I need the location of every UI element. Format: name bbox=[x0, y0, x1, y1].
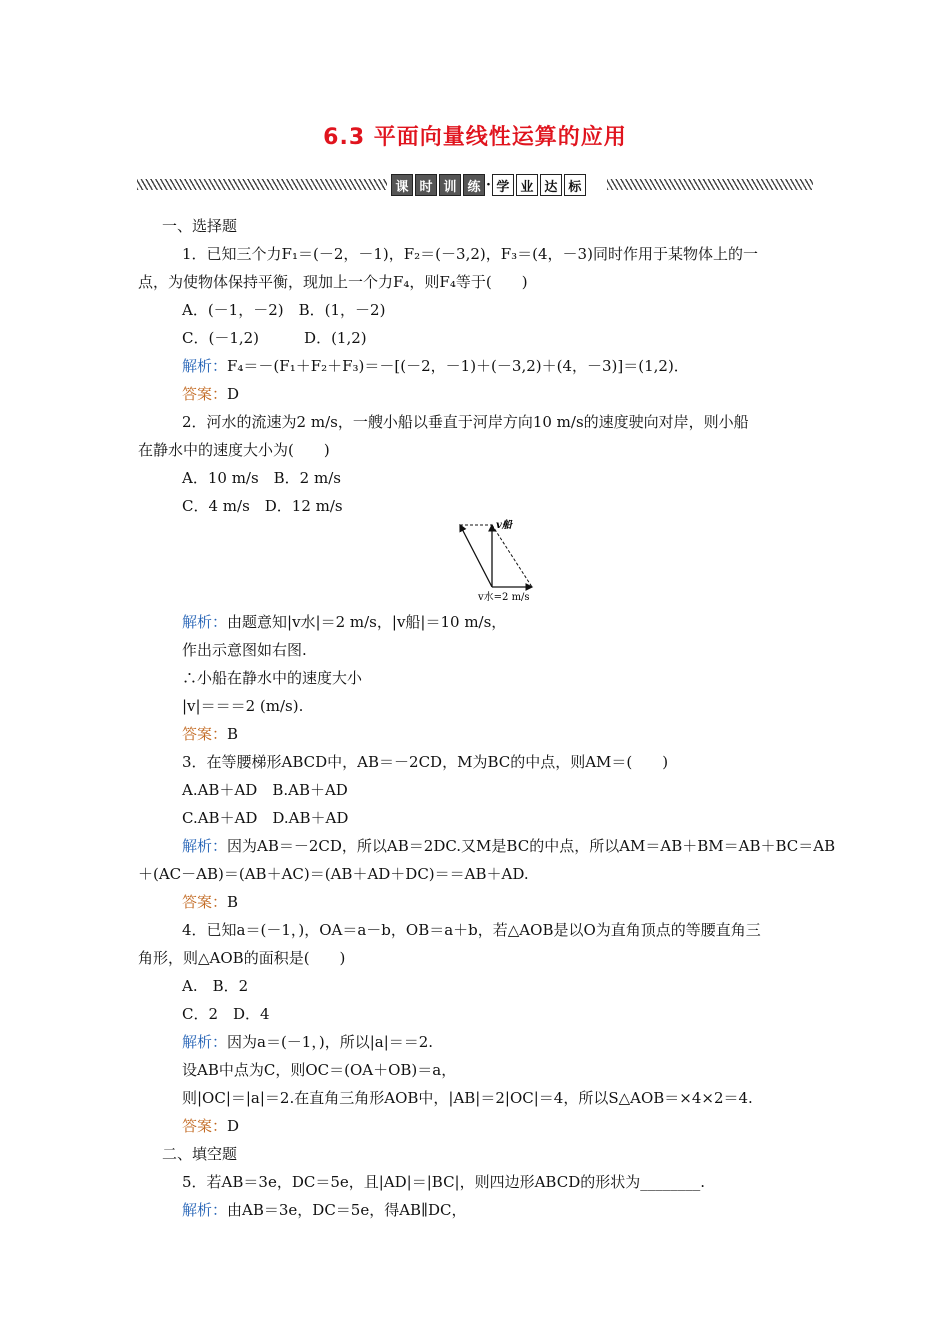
water-velocity-label: v水=2 m/s bbox=[478, 592, 530, 603]
line-text: 设AB中点为C，则OC＝(OA＋OB)＝a， bbox=[182, 1061, 457, 1079]
text-line bbox=[182, 384, 239, 404]
line-text: B bbox=[227, 893, 239, 911]
text-line bbox=[182, 300, 385, 320]
text-line bbox=[182, 808, 348, 828]
text-line bbox=[182, 1004, 270, 1024]
answer-label: 答案： bbox=[182, 725, 228, 743]
banner-char: 标 bbox=[564, 174, 586, 196]
line-text: A.AB＋AD B.AB＋AD bbox=[182, 781, 348, 799]
line-text: 2．河水的流速为2 m/s，一艘小船以垂直于河岸方向10 m/s的速度驶向对岸，则小船 bbox=[182, 413, 749, 431]
text-line bbox=[182, 356, 689, 376]
analysis-label: 解析： bbox=[182, 357, 228, 375]
line-text: F₄＝－(F₁＋F₂＋F₃)＝－[(－2，－1)＋(－3,2)＋(4，－3)]＝(1,2)． bbox=[227, 357, 689, 375]
line-text: D bbox=[227, 385, 240, 403]
text-line bbox=[182, 612, 506, 632]
text-line bbox=[182, 468, 341, 488]
line-text: 角形，则△AOB的面积是( ) bbox=[138, 949, 346, 967]
text-line bbox=[182, 1116, 239, 1136]
line-text: 在静水中的速度大小为( ) bbox=[138, 441, 330, 459]
line-text: 作出示意图如右图. bbox=[182, 641, 307, 659]
line-text: A. B．2 bbox=[182, 977, 249, 995]
banner-char: 达 bbox=[540, 174, 562, 196]
page-title: 6.3 平面向量线性运算的应用 bbox=[323, 125, 627, 150]
line-text: A．10 m/s B．2 m/s bbox=[182, 469, 341, 487]
line-text: 二、填空题 bbox=[162, 1145, 238, 1163]
line-text: 4．已知a＝(－1，)，OA＝a－b，OB＝a＋b，若△AOB是以O为直角顶点的等腰直角三 bbox=[182, 921, 761, 939]
line-text: 因为AB＝－2CD，所以AB＝2DC.又M是BC的中点，所以AM＝AB＋BM＝AB＋BC＝AB bbox=[227, 837, 836, 855]
text-line bbox=[182, 1172, 705, 1192]
text-line bbox=[162, 1144, 237, 1164]
line-text: C．2 D．4 bbox=[182, 1005, 270, 1023]
answer-label: 答案： bbox=[182, 385, 228, 403]
text-line bbox=[182, 836, 835, 856]
text-line bbox=[182, 496, 343, 516]
text-line bbox=[182, 640, 307, 660]
text-line bbox=[182, 1060, 456, 1080]
banner-char: 课 bbox=[391, 174, 413, 196]
answer-label: 答案： bbox=[182, 1117, 228, 1135]
section-banner bbox=[137, 174, 813, 196]
line-text: C．(－1,2) D．(1,2) bbox=[182, 329, 367, 347]
banner-separator: · bbox=[486, 177, 491, 193]
text-line bbox=[182, 1032, 433, 1052]
line-text: A．(－1，－2) B．(1，－2) bbox=[182, 301, 386, 319]
line-text: 5．若AB＝3e，DC＝5e，且|AD|＝|BC|，则四边形ABCD的形状为________. bbox=[182, 1173, 706, 1191]
line-text: 3．在等腰梯形ABCD中，AB＝－2CD，M为BC的中点，则AM＝( ) bbox=[182, 753, 669, 771]
banner-hatch-right bbox=[607, 179, 813, 190]
banner-char: 练 bbox=[463, 174, 485, 196]
line-text: 点，为使物体保持平衡，现加上一个力F₄，则F₄等于( ) bbox=[138, 273, 528, 291]
text-line bbox=[182, 1200, 467, 1220]
analysis-label: 解析： bbox=[182, 1201, 228, 1219]
line-text: 因为a＝(－1，)，所以|a|＝＝2. bbox=[227, 1033, 434, 1051]
banner-hatch-left bbox=[137, 179, 387, 190]
line-text: 则|OC|＝|a|＝2.在直角三角形AOB中，|AB|＝2|OC|＝4，所以S△AOB＝×4×2＝4. bbox=[182, 1089, 753, 1107]
text-line bbox=[138, 864, 529, 884]
line-text: ∴小船在静水中的速度大小 bbox=[182, 669, 363, 687]
banner-badge bbox=[391, 174, 588, 196]
text-line bbox=[182, 780, 348, 800]
text-line bbox=[138, 272, 528, 292]
banner-char: 训 bbox=[439, 174, 461, 196]
text-line bbox=[182, 976, 248, 996]
text-line bbox=[182, 412, 749, 432]
boat-velocity-label: v船 bbox=[496, 520, 512, 531]
text-line bbox=[138, 440, 330, 460]
velocity-diagram bbox=[448, 515, 548, 603]
banner-char: 业 bbox=[516, 174, 538, 196]
line-text: C．4 m/s D．12 m/s bbox=[182, 497, 343, 515]
banner-char: 时 bbox=[415, 174, 437, 196]
line-text: ＋(AC－AB)＝(AB＋AC)＝(AB＋AD＋DC)＝＝AB＋AD. bbox=[138, 865, 529, 883]
line-text: 由AB＝3e，DC＝5e，得AB∥DC， bbox=[227, 1201, 467, 1219]
dashed-diagonal bbox=[492, 525, 532, 587]
text-line bbox=[182, 668, 362, 688]
text-line bbox=[182, 244, 758, 264]
line-text: 由题意知|v水|＝2 m/s，|v船|＝10 m/s， bbox=[227, 613, 507, 631]
line-text: 1．已知三个力F₁＝(－2，－1)，F₂＝(－3,2)，F₃＝(4，－3)同时作用于某物体上的一 bbox=[182, 245, 758, 263]
text-line bbox=[182, 724, 238, 744]
analysis-label: 解析： bbox=[182, 837, 228, 855]
text-line bbox=[182, 920, 761, 940]
resultant-velocity-arrow bbox=[460, 525, 492, 587]
analysis-label: 解析： bbox=[182, 1033, 228, 1051]
text-line bbox=[162, 216, 237, 236]
text-line bbox=[182, 1088, 753, 1108]
answer-label: 答案： bbox=[182, 893, 228, 911]
text-line bbox=[182, 696, 303, 716]
line-text: 一、选择题 bbox=[162, 217, 238, 235]
text-line bbox=[182, 892, 238, 912]
text-line bbox=[182, 752, 668, 772]
analysis-label: 解析： bbox=[182, 613, 228, 631]
text-line bbox=[138, 948, 345, 968]
line-text: |v|＝＝＝2 (m/s). bbox=[182, 697, 304, 715]
line-text: D bbox=[227, 1117, 240, 1135]
text-line bbox=[182, 328, 367, 348]
line-text: C.AB＋AD D.AB＋AD bbox=[182, 809, 349, 827]
banner-char: 学 bbox=[492, 174, 514, 196]
line-text: B bbox=[227, 725, 239, 743]
